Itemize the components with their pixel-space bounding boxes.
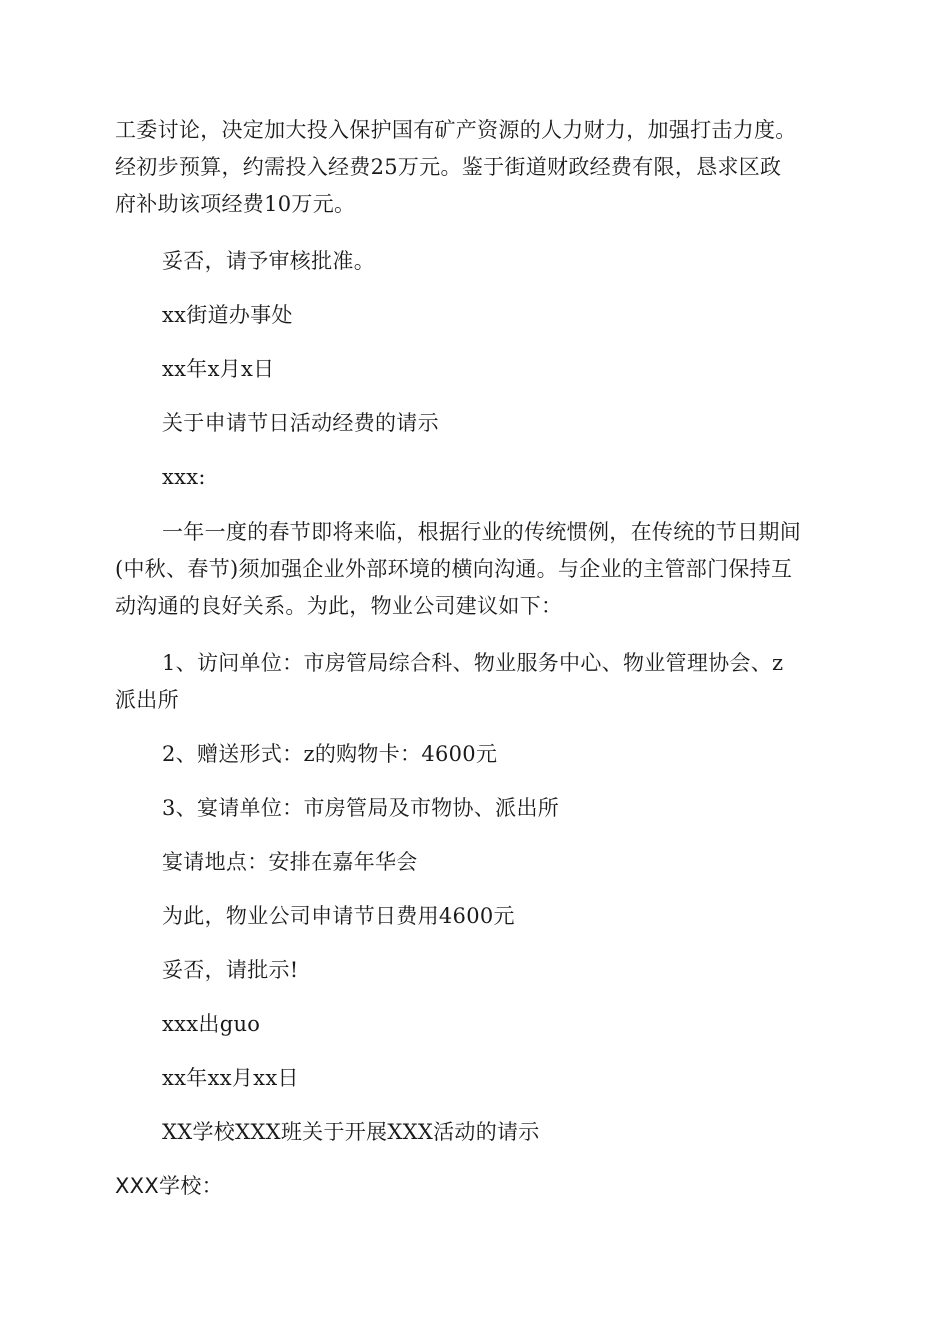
paragraph-line: (中秋、春节)须加强企业外部环境的横向沟通。与企业的主管部门保持互 [115, 557, 793, 581]
paragraph-line: 工委讨论，决定加大投入保护国有矿产资源的人力财力，加强打击力度。 [115, 118, 797, 142]
paragraph-line: 府补助该项经费10万元。 [115, 192, 356, 216]
signature-date: xx年xx月xx日 [162, 1066, 299, 1090]
paragraph-line: 一年一度的春节即将来临，根据行业的传统惯例，在传统的节日期间 [162, 520, 801, 544]
document-title: 关于申请节日活动经费的请示 [162, 411, 439, 435]
signature-organization: xx街道办事处 [162, 303, 293, 327]
list-item: 2、赠送形式：z的购物卡：4600元 [162, 742, 498, 766]
list-item: 3、宴请单位：市房管局及市物协、派出所 [162, 796, 560, 820]
list-item: 宴请地点：安排在嘉年华会 [162, 850, 418, 874]
signature-date: xx年x月x日 [162, 357, 275, 381]
paragraph-line: 动沟通的良好关系。为此，物业公司建议如下： [115, 594, 563, 618]
document-title: XX学校XXX班关于开展XXX活动的请示 [162, 1120, 540, 1144]
signature-organization: xxx出guo [162, 1012, 261, 1036]
addressee: XXX学校： [115, 1174, 223, 1198]
paragraph-line: 为此，物业公司申请节日费用4600元 [162, 904, 515, 928]
list-item-continuation: 派出所 [115, 688, 179, 712]
paragraph-line: 经初步预算，约需投入经费25万元。鉴于街道财政经费有限，恳求区政 [115, 155, 782, 179]
approval-request-line: 妥否，请批示! [162, 958, 299, 982]
approval-request-line: 妥否，请予审核批准。 [162, 249, 375, 273]
list-item: 1、访问单位：市房管局综合科、物业服务中心、物业管理协会、z [162, 651, 784, 675]
addressee: xxx: [162, 465, 206, 489]
